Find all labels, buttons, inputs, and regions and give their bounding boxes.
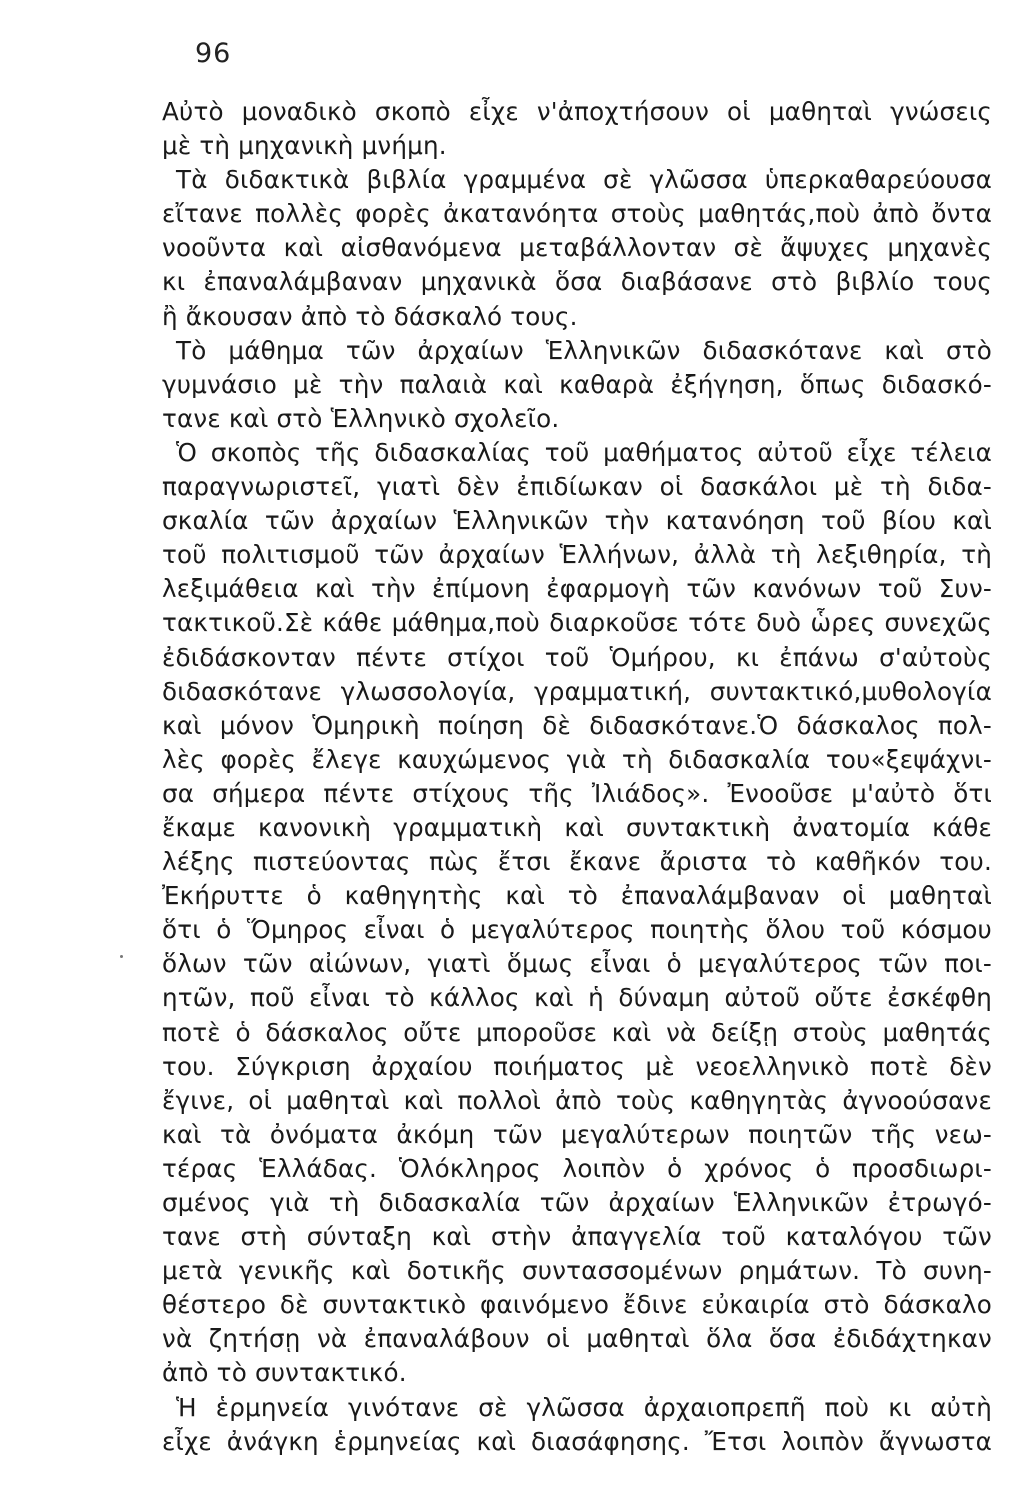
text-line: τέρας Ἑλλάδας. Ὁλόκληρος λοιπὸν ὁ χρόνος ὁ προσδιωρι- — [162, 1153, 992, 1183]
body-text — [162, 95, 992, 1459]
text-line: ἀπὸ τὸ συντακτικό. — [162, 1358, 407, 1388]
text-line: λεξιμάθεια καὶ τὴν ἐπίμονη ἐφαρμογὴ τῶν κανόνων τοῦ Συν- — [162, 574, 992, 604]
text-line: Ἐκήρυττε ὁ καθηγητὴς καὶ τὸ ἐπαναλάμβαναν οἱ μαθηταὶ — [162, 881, 992, 911]
text-line: μὲ τὴ μηχανικὴ μνήμη. — [162, 131, 447, 161]
text-line: παραγνωριστεῖ, γιατὶ δὲν ἐπιδίωκαν οἱ δασκάλοι μὲ τὴ διδα- — [162, 472, 992, 502]
text-line: διδασκότανε γλωσσολογία, γραμματική, συντακτικό,μυθολογία — [162, 676, 992, 706]
text-line: ἐδιδάσκονταν πέντε στίχοι τοῦ Ὁμήρου, κι ἐπάνω σ'αὐτοὺς — [162, 642, 992, 672]
page-number: 96 — [195, 38, 232, 69]
text-line: καὶ μόνον Ὁμηρικὴ ποίηση δὲ διδασκότανε.Ὁ δάσκαλος πολ- — [162, 710, 992, 740]
text-line: Τὸ μάθημα τῶν ἀρχαίων Ἑλληνικῶν διδασκότανε καὶ στὸ — [176, 335, 992, 365]
text-line: Τὰ διδακτικὰ βιβλία γραμμένα σὲ γλῶσσα ὑπερκαθαρεύουσα — [176, 165, 992, 195]
text-line: σα σήμερα πέντε στίχους τῆς Ἰλιάδος». Ἐνοοῦσε μ'αὐτὸ ὅτι — [162, 778, 992, 808]
text-line: λέξης πιστεύοντας πὼς ἔτσι ἔκανε ἄριστα τὸ καθῆκόν του. — [162, 847, 992, 877]
text-line: κι ἐπαναλάμβαναν μηχανικὰ ὅσα διαβάσανε στὸ βιβλίο τους — [162, 267, 992, 297]
text-line: ἢ ἄκουσαν ἀπὸ τὸ δάσκαλό τους. — [162, 301, 578, 331]
text-line: σμένος γιὰ τὴ διδασκαλία τῶν ἀρχαίων Ἑλληνικῶν ἐτρωγό- — [162, 1188, 992, 1217]
text-line: ὅλων τῶν αἰώνων, γιατὶ ὅμως εἶναι ὁ μεγαλύτερος τῶν ποι- — [162, 949, 992, 979]
text-line: μετὰ γενικῆς καὶ δοτικῆς συντασσομένων ρημάτων. Τὸ συνη- — [162, 1256, 992, 1286]
text-line: νὰ ζητήσῃ νὰ ἐπαναλάβουν οἱ μαθηταὶ ὅλα ὅσα ἐδιδάχτηκαν — [162, 1324, 992, 1354]
text-line: σκαλία τῶν ἀρχαίων Ἑλληνικῶν τὴν κατανόηση τοῦ βίου καὶ — [162, 506, 992, 536]
text-line: του. Σύγκριση ἀρχαίου ποιήματος μὲ νεοελληνικὸ ποτὲ δὲν — [162, 1051, 992, 1081]
text-line: καὶ τὰ ὀνόματα ἀκόμη τῶν μεγαλύτερων ποιητῶν τῆς νεω- — [162, 1119, 992, 1149]
text-line: Ὁ σκοπὸς τῆς διδασκαλίας τοῦ μαθήματος αὐτοῦ εἶχε τέλεια — [176, 437, 992, 467]
text-line: θέστερο δὲ συντακτικὸ φαινόμενο ἔδινε εὐκαιρία στὸ δάσκαλο — [162, 1290, 992, 1320]
text-line: ποτὲ ὁ δάσκαλος οὔτε μποροῦσε καὶ νὰ δείξῃ στοὺς μαθητάς — [162, 1017, 992, 1047]
text-line: ητῶν, ποῦ εἶναι τὸ κάλλος καὶ ἡ δύναμη αὐτοῦ οὔτε ἐσκέφθη — [162, 983, 992, 1013]
scan-speck — [120, 955, 123, 958]
text-line: ἔγινε, οἱ μαθηταὶ καὶ πολλοὶ ἀπὸ τοὺς καθηγητὰς ἀγνοούσανε — [162, 1085, 992, 1115]
text-line: Ἡ ἑρμηνεία γινότανε σὲ γλῶσσα ἀρχαιοπρεπῆ ποὺ κι αὐτὴ — [176, 1392, 992, 1422]
text-line: εἴτανε πολλὲς φορὲς ἀκατανόητα στοὺς μαθητάς,ποὺ ἀπὸ ὄντα — [162, 199, 992, 229]
text-line: νοοῦντα καὶ αἰσθανόμενα μεταβάλλονταν σὲ ἄψυχες μηχανὲς — [162, 233, 992, 263]
text-line: τανε στὴ σύνταξη καὶ στὴν ἀπαγγελία τοῦ καταλόγου τῶν — [162, 1222, 992, 1252]
text-line: γυμνάσιο μὲ τὴν παλαιὰ καὶ καθαρὰ ἐξήγηση, ὅπως διδασκό- — [162, 369, 992, 399]
text-line: ὅτι ὁ Ὅμηρος εἶναι ὁ μεγαλύτερος ποιητὴς ὅλου τοῦ κόσμου — [162, 915, 992, 945]
text-line: ἔκαμε κανονικὴ γραμματικὴ καὶ συντακτικὴ ἀνατομία κάθε — [162, 812, 992, 842]
text-line: εἶχε ἀνάγκη ἑρμηνείας καὶ διασάφησης. Ἔτσι λοιπὸν ἄγνωστα — [162, 1426, 992, 1456]
text-line: Αὐτὸ μοναδικὸ σκοπὸ εἶχε ν'ἀποχτήσουν οἱ μαθηταὶ γνώσεις — [162, 97, 992, 126]
text-line: λὲς φορὲς ἔλεγε καυχώμενος γιὰ τὴ διδασκαλία του«ξεψάχνι- — [162, 744, 992, 774]
text-line: τανε καὶ στὸ Ἑλληνικὸ σχολεῖο. — [162, 403, 560, 433]
text-line: τοῦ πολιτισμοῦ τῶν ἀρχαίων Ἑλλήνων, ἀλλὰ τὴ λεξιθηρία, τὴ — [162, 540, 992, 570]
text-line: τακτικοῦ.Σὲ κάθε μάθημα,ποὺ διαρκοῦσε τότε δυὸ ὧρες συνεχῶς — [162, 608, 992, 638]
